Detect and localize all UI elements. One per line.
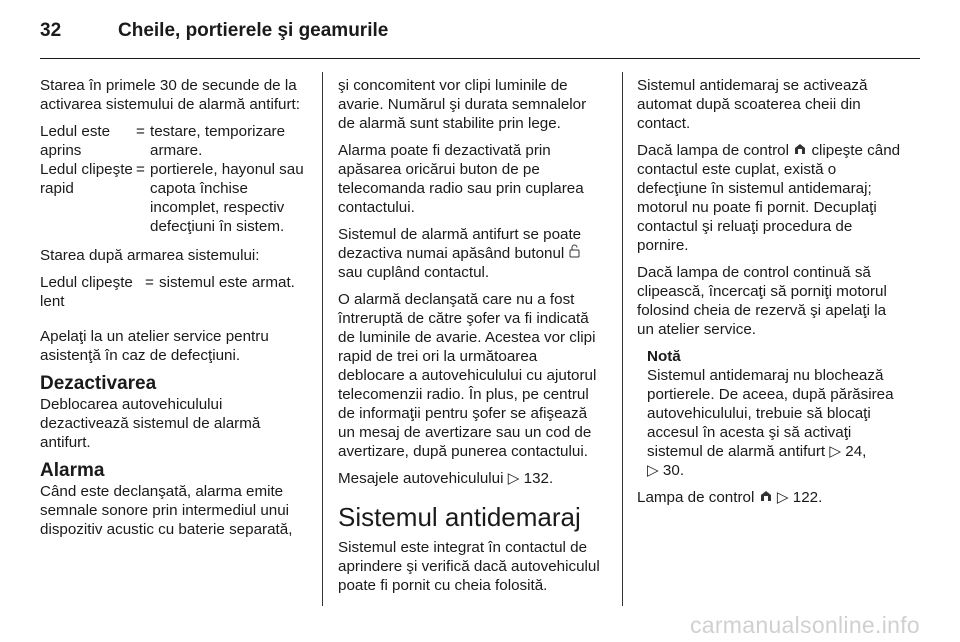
table-desc: portierele, hayonul sau capota închise incomplet, respectiv defecţiuni în sistem. <box>150 161 304 235</box>
column-1 <box>40 76 308 547</box>
alarm-deactivation-paragraph: Alarma poate fi dezactivată prin apăsarea oricărui buton de pe telecomanda radio sau prin cuplarea contactului. <box>338 142 584 216</box>
immobiliser-heading: Sistemul antidemaraj <box>338 502 581 532</box>
table-desc: testare, temporizare armare. <box>150 123 286 159</box>
column-3 <box>637 76 905 515</box>
immobiliser-paragraph: Sistemul este integrat în contactul de aprindere şi verifică dacă autovehiculul poate fi pornit cu cheia folosită. <box>338 539 600 594</box>
page-header <box>0 0 960 60</box>
page-reference-icon: ▷ <box>776 489 789 506</box>
note-box <box>647 347 905 480</box>
immobiliser-lamp-icon <box>793 142 807 159</box>
table-term: Ledul clipeşte lent <box>40 274 133 310</box>
column-divider-2 <box>622 72 623 606</box>
column-divider-1 <box>322 72 323 606</box>
spare-key-paragraph: Dacă lampa de control continuă să clipească, încercaţi să porniţi motorul folosind cheia de rezervă şi apelaţi la un atelier service. <box>637 264 887 338</box>
page-reference-icon: ▷ <box>507 470 520 487</box>
table-term: Ledul clipeşte rapid <box>40 161 133 197</box>
page-title: Cheile, portierele şi geamurile <box>118 20 389 41</box>
immobiliser-lamp-icon <box>759 489 773 506</box>
unlock-button-icon <box>569 246 580 261</box>
table-eq: = <box>145 274 154 291</box>
table-eq: = <box>136 161 145 178</box>
alarm-heading: Alarma <box>40 460 105 481</box>
hazard-lights-paragraph: şi concomitent vor clipi luminile de avarie. Numărul şi durata semnalelor de alarmă sunt stabilite prin lege. <box>338 77 587 132</box>
page-number: 32 <box>40 20 62 41</box>
table-desc: sistemul este armat. <box>159 274 295 291</box>
status-table-armed <box>40 273 308 311</box>
control-lamp-reference-paragraph: Lampa de control ▷ 122. <box>637 489 823 506</box>
service-paragraph: Apelaţi la un atelier service pentru asistenţă în caz de defecţiuni. <box>40 328 269 364</box>
status-table-initial <box>40 122 308 236</box>
deactivation-paragraph: Deblocarea autovehiculului dezactivează sistemul de alarmă antifurt. <box>40 396 261 451</box>
vehicle-messages-paragraph: Mesajele autovehiculului ▷ 132. <box>338 470 554 487</box>
table-eq: = <box>136 123 145 140</box>
unlock-button-paragraph: Sistemul de alarmă antifurt se poate dezactiva numai apăsând butonul sau cuplând contactul. <box>338 226 582 281</box>
note-title: Notă <box>647 348 681 365</box>
column-2 <box>338 76 604 603</box>
page-reference-icon: ▷ <box>829 443 842 460</box>
table-term: Ledul este aprins <box>40 123 111 159</box>
triggered-alarm-paragraph: O alarmă declanşată care nu a fost întreruptă de către şofer va fi indicată de luminile de avarie. Acestea vor clipi rapid de trei ori la următoarea deblocare a autovehiculului cu ajutorul telecomenzii radio. În plus, pe centrul de informaţii pentru şofer se afişează un mesaj de avertizare sau un cod de avertizare, după punerea contactului. <box>338 291 597 460</box>
after-arming-paragraph: Starea după armarea sistemului: <box>40 247 260 264</box>
intro-paragraph: Starea în primele 30 de secunde de la activarea sistemului de alarmă antifurt: <box>40 77 300 113</box>
control-lamp-paragraph: Dacă lampa de control clipeşte când contactul este cuplat, există o defecţiune în sistemul antidemaraj; motorul nu poate fi pornit. Decuplaţi contactul şi reluaţi procedura de pornire. <box>637 142 901 254</box>
watermark: carmanualsonline.info <box>689 612 920 638</box>
auto-activation-paragraph: Sistemul antidemaraj se activează automat după scoaterea cheii din contact. <box>637 77 868 132</box>
deactivation-heading: Dezactivarea <box>40 373 157 394</box>
note-text: Sistemul antidemaraj nu blochează portierele. De aceea, după părăsirea autovehiculului, trebuie să blocaţi accesul în acesta şi să activaţi sistemul de alarmă antifurt ▷ 24, ▷ 30. <box>647 367 894 479</box>
alarm-paragraph: Când este declanşată, alarma emite semnale sonore prin intermediul unui dispozitiv acustic cu baterie separată, <box>40 483 293 538</box>
page-reference-icon: ▷ <box>647 462 659 479</box>
header-rule <box>40 58 920 59</box>
